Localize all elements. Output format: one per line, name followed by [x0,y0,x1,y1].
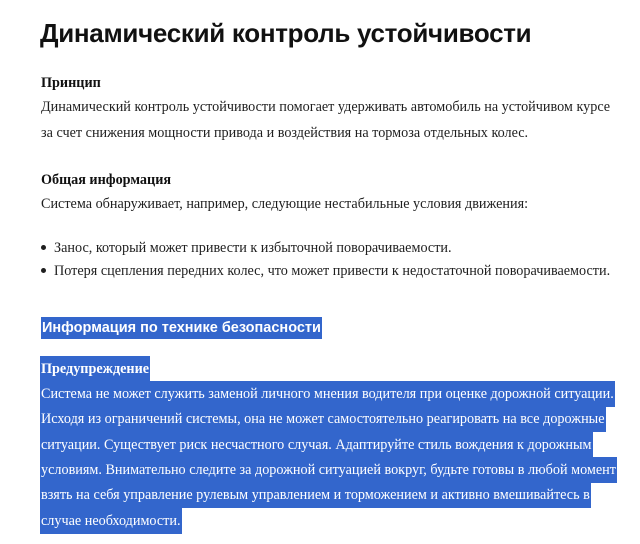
warning-line-2[interactable]: Исходя из ограничений системы, она не может самостоятельно реагировать на все дорожные [40,406,606,432]
warning-line-5[interactable]: взять на себя управление рулевым управлением и торможением и активно вмешивайтесь в [40,482,591,508]
principle-line-1: Динамический контроль устойчивости помогает удерживать автомобиль на устойчивом курсе [41,99,611,115]
general-info-intro: Система обнаруживает, например, следующие нестабильные условия движения: [41,196,529,212]
page-title: Динамический контроль устойчивости [40,18,532,48]
list-item [41,238,452,258]
principle-heading: Принцип [41,75,101,91]
bullet-icon [41,245,46,250]
safety-info-heading[interactable]: Информация по технике безопасности [41,317,322,339]
warning-line-3[interactable]: ситуации. Существует риск несчастного случая. Адаптируйте стиль вождения к дорожным [40,432,593,458]
principle-line-2: за счет снижения мощности привода и воздействия на тормоза отдельных колес. [41,125,529,141]
bullet-icon [41,268,46,273]
warning-line-4[interactable]: условиям. Внимательно следите за дорожной ситуацией вокруг, будьте готовы в любой момент [40,457,617,483]
general-info-heading: Общая информация [41,172,172,188]
warning-line-1[interactable]: Система не может служить заменой личного мнения водителя при оценке дорожной ситуации. [40,381,615,407]
warning-line-6[interactable]: случае необходимости. [40,508,182,534]
warning-heading[interactable]: Предупреждение [40,356,150,382]
list-item-text: Потеря сцепления передних колес, что может привести к недостаточной поворачиваемости. [54,263,611,279]
list-item [41,261,610,281]
list-item-text: Занос, который может привести к избыточной поворачиваемости. [54,240,452,256]
